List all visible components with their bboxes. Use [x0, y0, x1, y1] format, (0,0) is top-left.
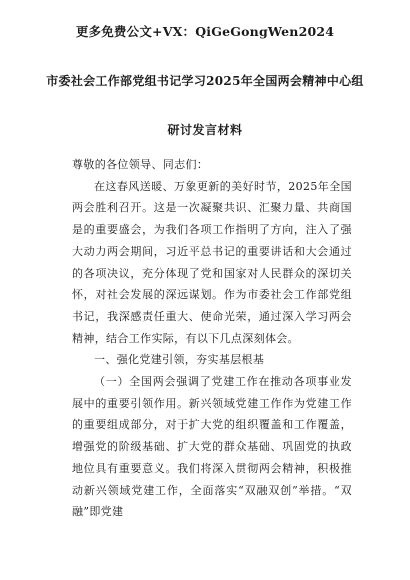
body-paragraph-1: （一）全国两会强调了党建工作在推动各项事业发展中的重要引领作用。新兴领域党建工作作为党建工作的重要组成部分，对于扩大党的组织覆盖和工作覆盖，增强党的阶级基础、扩大党的群众基础、巩固党的执政地位具有重要意义。我们将深入贯彻两会精神，积极推动新兴领域党建工作，全面落实“双融双创”举措。“双融”即党建: [72, 375, 352, 519]
document-subtitle: 研讨发言材料: [167, 123, 243, 137]
document-title: 市委社会工作部党组书记学习2025年全国两会精神中心组: [46, 74, 364, 88]
section-heading-1: 一、强化党建引领，夯实基层根基: [94, 353, 265, 367]
document-body: [72, 154, 352, 523]
body-paragraph-intro: 在这春风送暖、万象更新的美好时节，2025年全国两会胜利召开。这是一次凝聚共识、汇聚力量、共商国是的重要盛会，为我们各项工作指明了方向，注入了强大动力两会期间，习近平总书记的重要讲话和大会通过的各项决议，充分体现了党和国家对人民群众的深切关怀，对社会发展的深远谋划。作为市委社会工作部党组书记，我深感责任重大、使命光荣，通过深入学习两会精神，结合工作实际，有以下几点深刻体会。: [72, 179, 352, 345]
promo-header: 更多免费公文+VX：QiGeGongWen2024: [75, 24, 335, 39]
greeting-line: 尊敬的各位领导、同志们：: [72, 158, 209, 171]
